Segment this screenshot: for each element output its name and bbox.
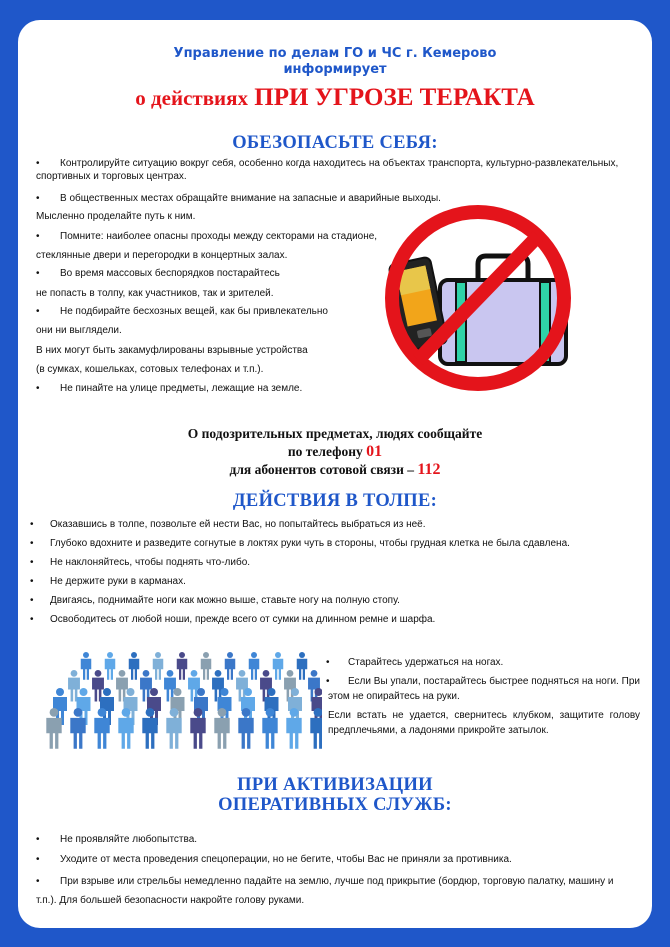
list-item: • Освободитесь от любой ноши, прежде всего от сумки на длинном ремне и шарфа. [30, 614, 436, 625]
contact-line3: для абонентов сотовой связи – 112 [229, 461, 441, 478]
header-line2: информирует [283, 62, 387, 77]
list-item: • Контролируйте ситуацию вокруг себя, особенно когда находитесь на объектах транспорта, культурно-развлекательных, [36, 158, 619, 169]
side-note: Если встать не удается, свернитесь клубком, защитите голову предплечьями, а ладонями прикройте затылок. [328, 710, 640, 736]
section3-heading-line1: ПРИ АКТИВИЗАЦИИ [237, 775, 433, 795]
phone-number: 01 [366, 443, 383, 460]
list-item-cont: спортивных и торговых центрах. [36, 171, 187, 182]
contact-line1: О подозрительных предметах, людях сообщайте [187, 426, 483, 441]
no-bags-prohibition-icon [378, 198, 578, 398]
section2-heading: ДЕЙСТВИЯ В ТОЛПЕ: [232, 491, 438, 511]
list-item: • Не пинайте на улице предметы, лежащие на земле. [36, 383, 303, 394]
list-item: • Не держите руки в карманах. [30, 576, 186, 587]
list-item: Мысленно проделайте путь к ним. [36, 211, 196, 222]
crowd-icon [40, 652, 322, 764]
list-item: • Уходите от места проведения спецоперации, но не бегите, чтобы Вас не приняли за противника. [36, 854, 512, 865]
list-item: • Старайтесь удержаться на ногах. [326, 657, 504, 668]
list-item: • Не наклоняйтесь, чтобы поднять что-либо. [30, 557, 251, 568]
list-item: • При взрыве или стрельбы немедленно падайте на землю, лучше под прикрытие (бордюр, торговую палатку, машину и т.п.). Для большей безопасности накройте голову руками. [36, 876, 614, 906]
list-item: В них могут быть закамуфлированы взрывные устройства [36, 345, 308, 356]
poster-sheet [18, 20, 652, 928]
list-item: • Не проявляйте любопытства. [36, 834, 198, 845]
section1-heading: ОБЕЗОПАСЬТЕ СЕБЯ: [232, 133, 438, 153]
mobile-number: 112 [417, 461, 441, 478]
list-item: • В общественных местах обращайте внимание на запасные и аварийные выходы. [36, 193, 441, 204]
list-item: не попасть в толпу, как участников, так и зрителей. [36, 288, 274, 299]
list-item: стеклянные двери и перегородки в концертных залах. [36, 250, 288, 261]
list-item: • Двигаясь, поднимайте ноги как можно выше, ставьте ногу на полную стопу. [30, 595, 400, 606]
list-item: • Оказавшись в толпе, позвольте ей нести Вас, но попытайтесь выбраться из неё. [30, 519, 426, 530]
header-line1: Управление по делам ГО и ЧС г. Кемерово [173, 46, 497, 61]
title-main: ПРИ УГРОЗЕ ТЕРАКТА [254, 84, 535, 111]
list-item: они ни выглядели. [36, 325, 122, 336]
list-item: • Не подбирайте бесхозных вещей, как бы привлекательно [36, 306, 328, 317]
list-item: • Помните: наиболее опасны проходы между секторами на стадионе, [36, 231, 378, 242]
contact-line2: по телефону 01 [287, 443, 383, 460]
section3-heading-line2: ОПЕРАТИВНЫХ СЛУЖБ: [218, 795, 452, 815]
list-item: • Во время массовых беспорядков постарайтесь [36, 268, 280, 279]
list-item: • Если Вы упали, постарайтесь быстрее подняться на ноги. При этом не опирайтесь на руки. [326, 676, 640, 702]
list-item: • Глубоко вдохните и разведите согнутые в локтях руки чуть в стороны, чтобы грудная клетка не была сдавлена. [30, 538, 570, 549]
title-prefix: о действиях [135, 86, 249, 110]
poster-title [18, 84, 652, 112]
list-item: (в сумках, кошельках, сотовых телефонах и т.п.). [36, 364, 264, 375]
